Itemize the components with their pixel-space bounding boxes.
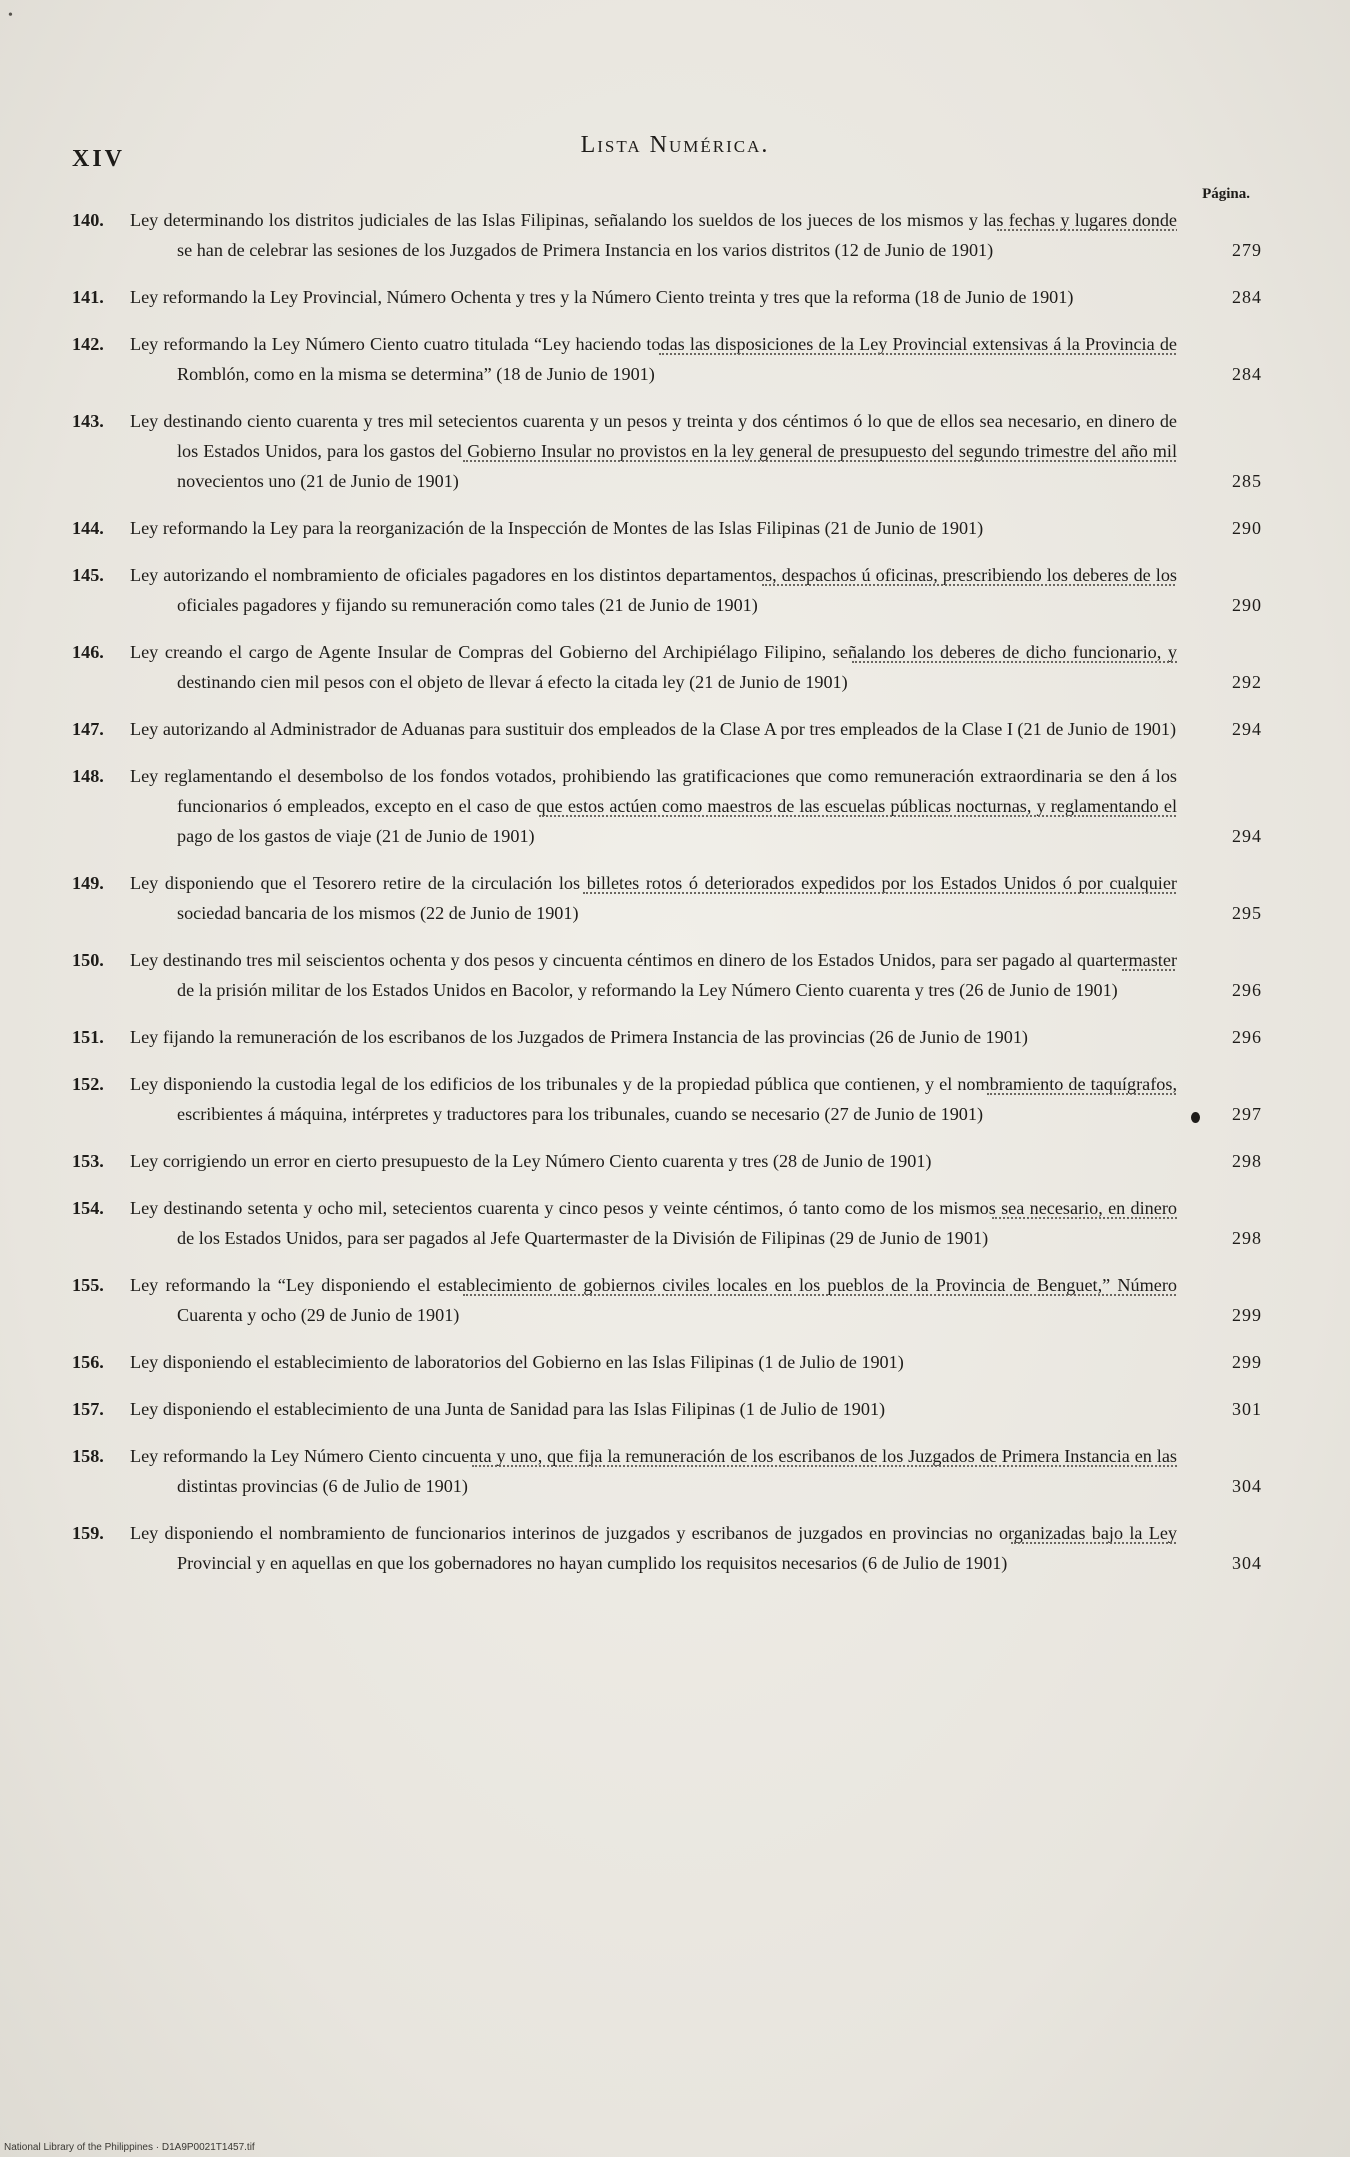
dot-leader xyxy=(762,584,1177,586)
dot-leader xyxy=(539,815,1177,817)
list-item-row xyxy=(72,1518,1262,1578)
dot-leader xyxy=(852,661,1177,663)
entry-page-number: 301 xyxy=(1232,1399,1262,1419)
dot-leader xyxy=(583,892,1177,894)
list-item xyxy=(72,868,1262,928)
list-item-row xyxy=(72,945,1262,1005)
entry-title: Ley reglamentando el desembolso de los fondos votados, prohibiendo las gratificaciones que como remuneración extraordinaria se den á los funcionarios ó empleados, excepto en el caso de que estos actúen como maestros de las escuelas públicas nocturnas, y reglamentando el pago de los gastos de viaje (21 de Junio de 1901) xyxy=(130,766,1177,846)
entry-text xyxy=(72,1270,1177,1330)
page-column-label: Página. xyxy=(1202,186,1250,202)
entry-page-number: 299 xyxy=(1232,1352,1262,1372)
dot-leader xyxy=(1122,969,1177,971)
list-item-row xyxy=(72,406,1262,496)
entry-page-number: 294 xyxy=(1232,826,1262,846)
entry-number: 146. xyxy=(72,642,104,662)
list-item xyxy=(72,560,1262,620)
entry-number: 151. xyxy=(72,1027,104,1047)
entry-text xyxy=(72,1193,1177,1253)
entry-title: Ley disponiendo el nombramiento de funcionarios interinos de juzgados y escribanos de juzgados en provincias no organizadas bajo la Ley Provincial y en aquellas en que los gobernadores no hayan cumplido los requisitos necesarios (6 de Julio de 1901) xyxy=(130,1523,1177,1573)
list-item xyxy=(72,329,1262,389)
entry-title: Ley reformando la Ley Provincial, Número Ochenta y tres y la Número Ciento treinta y tres que la reforma (18 de Junio de 1901) xyxy=(130,287,1074,307)
entry-title: Ley autorizando al Administrador de Aduanas para sustituir dos empleados de la Clase A por tres empleados de la Clase I (21 de Junio de 1901) xyxy=(130,719,1177,739)
entry-page-number: 304 xyxy=(1232,1553,1262,1573)
entry-title: Ley destinando setenta y ocho mil, setecientos cuarenta y cinco pesos y veinte céntimos, ó tanto como de los mismos sea necesario, en dinero de los Estados Unidos, para ser pagados al Jefe Quartermaster de la División de Filipinas (29 de Junio de 1901) xyxy=(130,1198,1177,1248)
entry-title: Ley disponiendo el establecimiento de una Junta de Sanidad para las Islas Filipinas (1 de Julio de 1901) xyxy=(130,1399,886,1419)
entry-title: Ley creando el cargo de Agente Insular de Compras del Gobierno del Archipiélago Filipino, señalando los deberes de dicho funcionario, y destinando cien mil pesos con el objeto de llevar á efecto la citada ley (21 de Junio de 1901) xyxy=(130,642,1177,692)
entry-number: 144. xyxy=(72,518,104,538)
entry-text xyxy=(72,560,1177,620)
entry-number: 153. xyxy=(72,1151,104,1171)
entry-number: 159. xyxy=(72,1523,104,1543)
entry-text xyxy=(72,1022,1177,1052)
entry-title: Ley disponiendo el establecimiento de laboratorios del Gobierno en las Islas Filipinas (1 de Julio de 1901) xyxy=(130,1352,904,1372)
dot-leader xyxy=(987,1093,1177,1095)
list-item xyxy=(72,761,1262,851)
list-item-row xyxy=(72,868,1262,928)
list-item xyxy=(72,1069,1262,1129)
entry-page-number: 298 xyxy=(1232,1151,1262,1171)
entry-page-number: 304 xyxy=(1232,1476,1262,1496)
entry-page-number: 279 xyxy=(1232,240,1262,260)
entry-title: Ley reformando la Ley Número Ciento cincuenta y uno, que fija la remuneración de los escribanos de los Juzgados de Primera Instancia en las distintas provincias (6 de Julio de 1901) xyxy=(130,1446,1177,1496)
entry-text xyxy=(72,329,1177,389)
entry-text xyxy=(72,714,1177,744)
list-item-row xyxy=(72,205,1262,265)
entry-title: Ley determinando los distritos judiciales de las Islas Filipinas, señalando los sueldos de los jueces de los mismos y las fechas y lugares donde se han de celebrar las sesiones de los Juzgados de Primera Instancia en los varios distritos (12 de Junio de 1901) xyxy=(130,210,1177,260)
list-item-row xyxy=(72,329,1262,389)
entry-text xyxy=(72,1441,1177,1501)
entry-number: 148. xyxy=(72,766,104,786)
entry-page-number: 299 xyxy=(1232,1305,1262,1325)
entry-title: Ley reformando la “Ley disponiendo el establecimiento de gobiernos civiles locales en los pueblos de la Provincia de Benguet,” Número Cuarenta y ocho (29 de Junio de 1901) xyxy=(130,1275,1177,1325)
entry-number: 141. xyxy=(72,287,104,307)
entry-title: Ley disponiendo que el Tesorero retire de la circulación los billetes rotos ó deteriorados expedidos por los Estados Unidos ó por cualquier sociedad bancaria de los mismos (22 de Junio de 1901) xyxy=(130,873,1177,923)
list-item-row xyxy=(72,513,1262,543)
list-item xyxy=(72,1146,1262,1176)
entry-page-number: 296 xyxy=(1232,980,1262,1000)
entry-text xyxy=(72,282,1177,312)
entry-title: Ley autorizando el nombramiento de oficiales pagadores en los distintos departamentos, despachos ú oficinas, prescribiendo los deberes de los oficiales pagadores y fijando su remuneración como tales (21 de Junio de 1901) xyxy=(130,565,1177,615)
entry-number: 154. xyxy=(72,1198,104,1218)
list-item-row xyxy=(72,1394,1262,1424)
list-item-row xyxy=(72,1441,1262,1501)
dot-leader xyxy=(992,1217,1177,1219)
entry-page-number: 292 xyxy=(1232,672,1262,692)
entry-number: 147. xyxy=(72,719,104,739)
dot-leader xyxy=(1011,1542,1177,1544)
entry-title: Ley reformando la Ley Número Ciento cuatro titulada “Ley haciendo todas las disposiciones de la Ley Provincial extensivas á la Provincia de Romblón, como en la misma se determina” (18 de Junio de 1901) xyxy=(130,334,1177,384)
page-folio: XIV xyxy=(72,146,126,172)
list-item xyxy=(72,1394,1262,1424)
entry-page-number: 290 xyxy=(1232,518,1262,538)
entry-number: 140. xyxy=(72,210,104,230)
entry-text xyxy=(72,513,1177,543)
entry-page-number: 294 xyxy=(1232,719,1262,739)
entry-page-number: 298 xyxy=(1232,1228,1262,1248)
entry-text xyxy=(72,1518,1177,1578)
entry-title: Ley fijando la remuneración de los escribanos de los Juzgados de Primera Instancia de las provincias (26 de Junio de 1901) xyxy=(130,1027,1028,1047)
entry-text xyxy=(72,945,1177,1005)
entry-text xyxy=(72,1394,1177,1424)
entry-number: 142. xyxy=(72,334,104,354)
entry-number: 157. xyxy=(72,1399,104,1419)
entry-text xyxy=(72,1146,1177,1176)
dot-leader xyxy=(997,229,1177,231)
entry-page-number: 284 xyxy=(1232,364,1262,384)
list-item xyxy=(72,1441,1262,1501)
dot-leader xyxy=(463,1294,1177,1296)
list-item-row xyxy=(72,637,1262,697)
list-item-row xyxy=(72,1270,1262,1330)
entry-text xyxy=(72,761,1177,851)
entry-title: Ley destinando ciento cuarenta y tres mil setecientos cuarenta y un pesos y treinta y dos céntimos ó lo que de ellos sea necesario, en dinero de los Estados Unidos, para los gastos del Gobierno Insular no provistos en la ley general de presupuesto del segundo trimestre del año mil novecientos uno (21 de Junio de 1901) xyxy=(130,411,1177,491)
entry-text xyxy=(72,637,1177,697)
entry-page-number: 297 xyxy=(1232,1104,1262,1124)
list-item-row xyxy=(72,1193,1262,1253)
ink-dot xyxy=(1191,1112,1200,1123)
list-item xyxy=(72,1193,1262,1253)
dot-leader xyxy=(463,460,1177,462)
scan-credit: National Library of the Philippines · D1A9P0021T1457.tif xyxy=(4,2142,255,2153)
entry-text xyxy=(72,868,1177,928)
entry-text xyxy=(72,1347,1177,1377)
list-item xyxy=(72,282,1262,312)
list-item-row xyxy=(72,1069,1262,1129)
entry-number: 149. xyxy=(72,873,104,893)
list-item xyxy=(72,637,1262,697)
entry-title: Ley corrigiendo un error en cierto presupuesto de la Ley Número Ciento cuarenta y tres (28 de Junio de 1901) xyxy=(130,1151,932,1171)
entry-title: Ley disponiendo la custodia legal de los edificios de los tribunales y de la propiedad pública que contienen, y el nombramiento de taquígrafos, escribientes á máquina, intérpretes y traductores para los tribunales, cuando se necesario (27 de Junio de 1901) xyxy=(130,1074,1177,1124)
list-item xyxy=(72,406,1262,496)
list-item-row xyxy=(72,560,1262,620)
list-item-row xyxy=(72,761,1262,851)
list-item xyxy=(72,205,1262,265)
entry-title: Ley reformando la Ley para la reorganización de la Inspección de Montes de las Islas Filipinas (21 de Junio de 1901) xyxy=(130,518,984,538)
entry-page-number: 296 xyxy=(1232,1027,1262,1047)
entry-text xyxy=(72,406,1177,496)
list-item-row xyxy=(72,282,1262,312)
entry-page-number: 295 xyxy=(1232,903,1262,923)
entry-number: 152. xyxy=(72,1074,104,1094)
list-item xyxy=(72,945,1262,1005)
entry-title: Ley destinando tres mil seiscientos ochenta y dos pesos y cincuenta céntimos en dinero de los Estados Unidos, para ser pagado al quartermaster de la prisión militar de los Estados Unidos en Bacolor, y reformando la Ley Número Ciento cuarenta y tres (26 de Junio de 1901) xyxy=(130,950,1177,1000)
entry-number: 156. xyxy=(72,1352,104,1372)
entry-page-number: 284 xyxy=(1232,287,1262,307)
entry-text xyxy=(72,1069,1177,1129)
entry-number: 143. xyxy=(72,411,104,431)
entry-page-number: 290 xyxy=(1232,595,1262,615)
list-item xyxy=(72,1270,1262,1330)
entry-number: 155. xyxy=(72,1275,104,1295)
running-title: Lista Numérica. xyxy=(580,132,770,158)
list-item-row xyxy=(72,714,1262,744)
entry-number: 145. xyxy=(72,565,104,585)
entry-number: 150. xyxy=(72,950,104,970)
list-item-row xyxy=(72,1022,1262,1052)
entry-number: 158. xyxy=(72,1446,104,1466)
list-item-row xyxy=(72,1146,1262,1176)
entry-page-number: 285 xyxy=(1232,471,1262,491)
dot-leader xyxy=(659,353,1177,355)
dot-leader xyxy=(472,1465,1177,1467)
list-item xyxy=(72,1022,1262,1052)
list-item xyxy=(72,1518,1262,1578)
list-item xyxy=(72,714,1262,744)
list-item xyxy=(72,1347,1262,1377)
numeric-list xyxy=(72,205,1262,1595)
list-item xyxy=(72,513,1262,543)
entry-text xyxy=(72,205,1177,265)
corner-speck: • xyxy=(8,8,13,23)
list-item-row xyxy=(72,1347,1262,1377)
